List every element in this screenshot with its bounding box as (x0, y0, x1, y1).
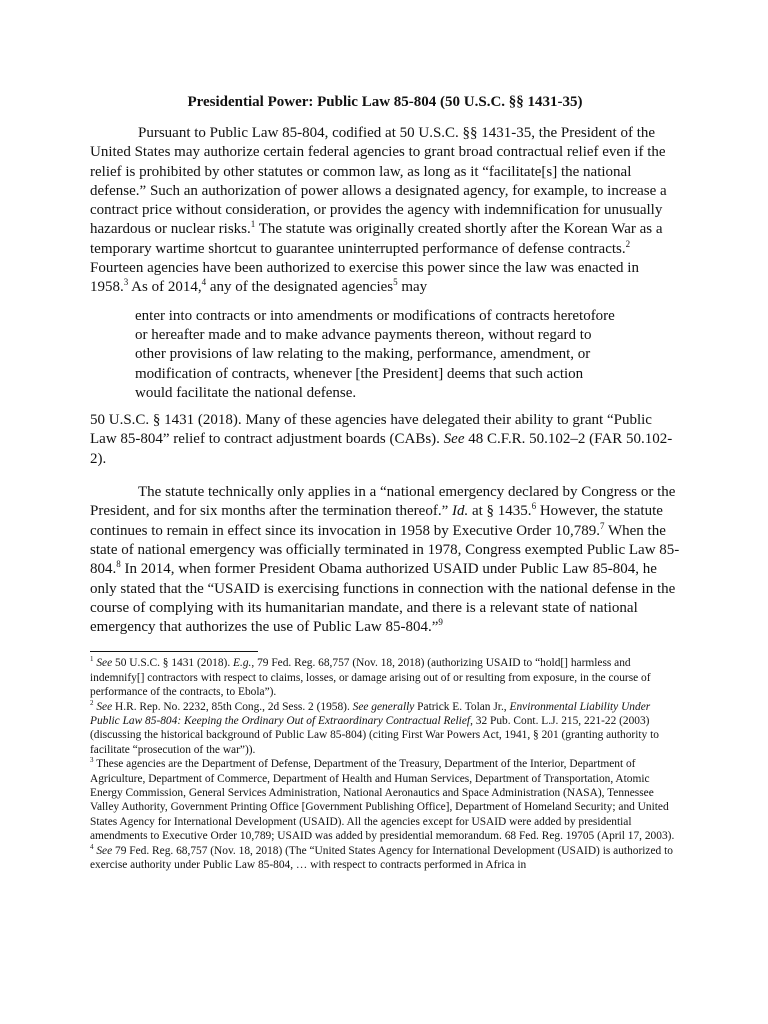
footnote-ref-6[interactable]: 6 (531, 501, 537, 512)
footnote-ref-3[interactable]: 3 (123, 277, 129, 288)
statute-blockquote: enter into contracts or into amendments or modifications of contracts heretofore or hereafter made and to make advance payments thereon, without regard to other provisions of law relating to the making, performance, amendment, or modification of contracts, whenever [the President] deems that such action would facilitate the national defense. (135, 307, 615, 401)
footnote-2: $^2$ See H.R. Rep. No. 2232, 85th Cong., 2d Sess. 2 (1958). See generally Patrick E. Tolan Jr., Environmental Liability Under Public Law 85-804: Keeping the Ordinary Out of Extraordinary Contractual Relief, 32 Pub. Cont. L.J. 215, 221-22 (2003) (discussing the historical background of Public Law 85-804) (citing First War Powers Act, 1941, § 201 (granting authority to facilitate “prosecution of the war”)). (90, 698, 659, 756)
paragraph-1: Pursuant to Public Law 85-804, codified at 50 U.S.C. §§ 1431-35, the President of the United States may authorize certain federal agencies to grant broad contractual relief even if the relief is prohibited by other statutes or common law, as long as it “facilitate[s] the national defense.” Such an authorization of power allows a designated agency, for example, to increase a contract price without consideration, or provides the agency with indemnification for unusually hazardous or nuclear risks.$^1$ The statute was originally created shortly after the Korean War as a temporary wartime shortcut to guarantee uninterrupted performance of defense contracts.$^2$ Fourteen agencies have been authorized to exercise this power since the law was enacted in 1958.$^3$ As of 2014,$^4$ any of the designated agencies$^5$ may (90, 125, 667, 296)
paragraph-3: The statute technically only applies in a “national emergency declared by Congress or the President, and for six months after the termination thereof.” Id. at § 1435.$^6$ However, the statute continues to remain in effect since its invocation in 1958 by Executive Order 10,789.$^7$ When the state of national emergency was officially terminated in 1978, Congress exempted Public Law 85-804.$^8$ In 2014, when former President Obama authorized USAID under Public Law 85-804, he only stated that the “USAID is exercising functions in connection with the national defense in the course of complying with its humanitarian mandate, and there is a relevant state of national emergency that authorizes the use of Public Law 85-804.”$^9$ (90, 484, 680, 636)
footnote-separator (90, 651, 258, 652)
footnote-ref-4[interactable]: 4 (201, 277, 207, 288)
footnote-1: $^1$ See 50 U.S.C. § 1431 (2018). E.g., 79 Fed. Reg. 68,757 (Nov. 18, 2018) (authorizing USAID to “hold[] harmless and indemnify[] contractors with respect to claims, losses, or damage arising out of or resulting from exposure, in the course of performance of the contracts, to Ebola”). (90, 655, 651, 699)
footnote-ref-5[interactable]: 5 (393, 277, 398, 288)
document-title: Presidential Power: Public Law 85-804 (50 U.S.C. §§ 1431-35) (187, 94, 583, 110)
footnote-3: $^3$ These agencies are the Department of Defense, Department of the Treasury, Department of the Interior, Department of Agriculture, Department of Commerce, Department of Health and Human Services, Department of Transportation, Atomic Energy Commission, General Services Administration, National Aeronautics and Space Administration (NASA), Tennessee Valley Authority, Government Printing Office [Government Publishing Office], Department of Homeland Security; and United States Agency for International Development (USAID). All the agencies except for USAID were added by presidential amendments to Executive Order 10,789; USAID was added by presidential memorandum. 68 Fed. Reg. 19705 (April 17, 2003). (90, 756, 675, 843)
footnote-ref-7[interactable]: 7 (600, 520, 605, 531)
citation-paragraph: 50 U.S.C. § 1431 (2018). Many of these agencies have delegated their ability to grant “Public Law 85-804” relief to contract adjustment boards (CABs). See 48 C.F.R. 50.102–2 (FAR 50.102-2). (90, 412, 673, 467)
footnote-ref-2[interactable]: 2 (625, 238, 631, 249)
footnote-ref-8[interactable]: 8 (116, 559, 121, 570)
footnote-ref-1[interactable]: 1 (250, 219, 256, 230)
footnote-4: $^4$ See 79 Fed. Reg. 68,757 (Nov. 18, 2018) (The “United States Agency for International Development (USAID) is authorized to exercise authority under Public Law 85-804, … with respect to contracts performed in Africa in (90, 842, 673, 872)
footnote-ref-9[interactable]: 9 (438, 617, 443, 628)
